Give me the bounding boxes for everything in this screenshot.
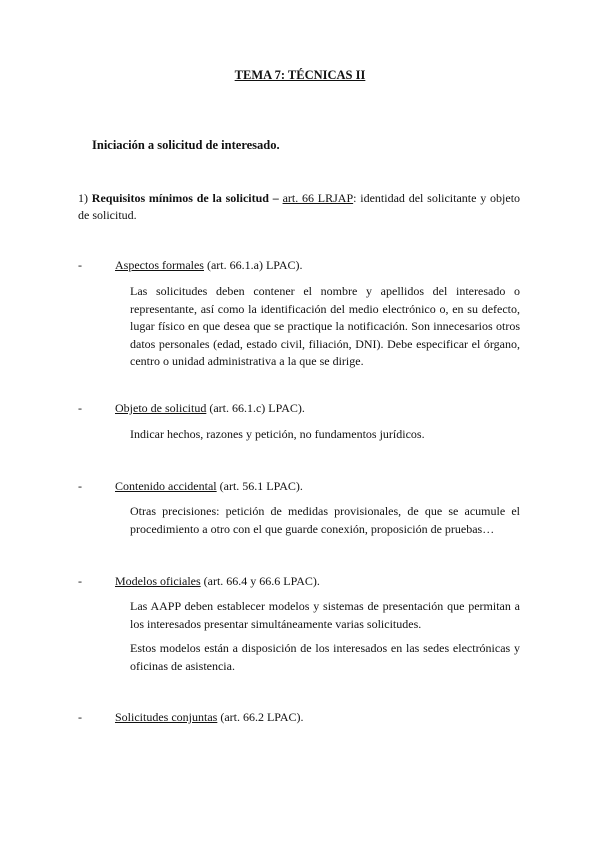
- bullet-dash: -: [78, 401, 82, 415]
- item-label: Objeto de solicitud: [115, 401, 207, 415]
- bullet-dash: -: [78, 710, 82, 724]
- item-heading: [115, 573, 320, 590]
- intro-law-reference: art. 66 LRJAP: [282, 191, 354, 205]
- item-heading: [115, 709, 304, 726]
- item-paragraph: Indicar hechos, razones y petición, no fundamentos jurídicos.: [130, 427, 425, 441]
- bullet-dash: -: [78, 258, 82, 272]
- item-paragraph: Estos modelos están a disposición de los interesados en las sedes electrónicas y oficinas de asistencia.: [130, 641, 520, 673]
- item-paragraph: Otras precisiones: petición de medidas provisionales, de que se acumule el procedimiento a otro con el que guarde conexión, proposición de pruebas…: [130, 504, 520, 536]
- bullet-dash: -: [78, 479, 82, 493]
- item-reference: (art. 66.1.a) LPAC).: [206, 258, 303, 272]
- intro-number: 1): [78, 191, 88, 205]
- item-reference: (art. 66.2 LPAC).: [220, 710, 304, 724]
- intro-dash: –: [272, 191, 279, 205]
- intro-paragraph: [78, 190, 520, 224]
- item-paragraph: Las solicitudes deben contener el nombre y apellidos del interesado o representante, así como la identificación del medio electrónico o, en su defecto, lugar físico en que desea que se practique la notificación. Son innecesarios otros datos personales (edad, estado civil, filiación, DNI). Debe especificar el órgano, centro o unidad administrativa a la que se dirige.: [130, 284, 520, 368]
- item-label: Solicitudes conjuntas: [115, 710, 218, 724]
- item-label: Contenido accidental: [115, 479, 217, 493]
- item-label: Modelos oficiales: [115, 574, 201, 588]
- item-reference: (art. 66.1.c) LPAC).: [209, 401, 305, 415]
- page-title: TEMA 7: TÉCNICAS II: [234, 68, 366, 82]
- item-reference: (art. 66.4 y 66.6 LPAC).: [203, 574, 320, 588]
- intro-bold-heading: Requisitos mínimos de la solicitud: [91, 191, 269, 205]
- item-heading: [115, 478, 303, 495]
- item-reference: (art. 56.1 LPAC).: [219, 479, 303, 493]
- item-paragraph: Las AAPP deben establecer modelos y sistemas de presentación que permitan a los interesados presentar simultáneamente varias solicitudes.: [130, 599, 520, 631]
- item-heading: [115, 400, 305, 417]
- item-label: Aspectos formales: [115, 258, 204, 272]
- item-heading: [115, 257, 303, 274]
- bullet-dash: -: [78, 574, 82, 588]
- section-subtitle: Iniciación a solicitud de interesado.: [92, 138, 280, 152]
- intro-text: : identidad del solicitante y objeto de solicitud.: [78, 191, 521, 222]
